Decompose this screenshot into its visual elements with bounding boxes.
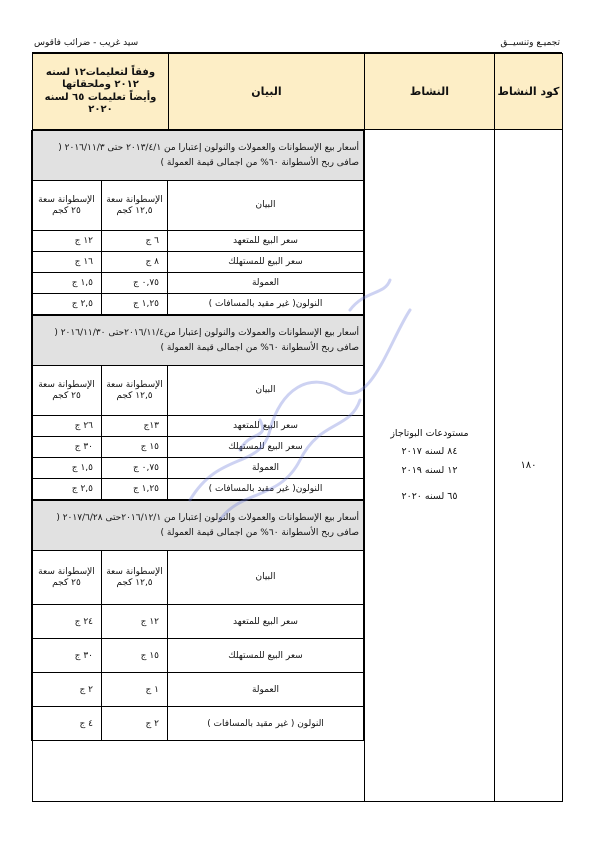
price-sections <box>33 130 365 802</box>
rule-line-3: وأيضاً تعليمات ٦٥ لسنه <box>44 91 157 103</box>
activity-table <box>32 53 563 802</box>
table-row <box>31 294 363 315</box>
table-row <box>32 458 364 479</box>
instruction-item: ١٢ لسنه ٢٠١٩ <box>401 464 458 476</box>
row-label: النولون ( غير مقيد بالمسافات ) <box>168 707 364 741</box>
cell-small: ١ ج <box>102 673 168 707</box>
col-large-cylinder: الإسطوانة سعة ٢٥ كجم <box>31 181 101 231</box>
collection-label: تجميـع وتنسيــق <box>500 38 560 48</box>
instruction-item: ٨٤ لسنه ٢٠١٧ <box>401 446 458 458</box>
activity-row <box>33 130 563 802</box>
cell-large: ٢,٥ ج <box>31 294 101 315</box>
cell-large: ٢,٥ ج <box>32 479 102 500</box>
activity-code: ١٨٠ <box>495 130 563 802</box>
cell-small: ٠,٧٥ ج <box>102 458 168 479</box>
table-row <box>31 605 363 639</box>
row-label: العمولة <box>168 458 364 479</box>
col-small-cylinder: الإسطوانة سعة ١٢,٥ كجم <box>102 551 168 605</box>
rule-line-4: ٢٠٢٠ <box>88 104 113 115</box>
col-large-cylinder: الإسطوانة سعة ٢٥ كجم <box>32 366 102 416</box>
activity-info <box>365 130 495 802</box>
table-row <box>32 437 364 458</box>
price-section-2 <box>31 315 364 500</box>
row-label: سعر البيع للمتعهد <box>168 231 364 252</box>
cell-large: ١,٥ ج <box>31 273 101 294</box>
header-code: كود النشاط <box>495 54 563 130</box>
section-title: أسعار بيع الإسطوانات والعمولات والنولون إعتبارا من ٢٠١٣/٤/١ حتى ٢٠١٦/١١/٣ ( صافى ربح الأسطوانة ٦٠% من اجمالى قيمة العمولة ) <box>31 131 363 181</box>
row-label: النولون( غير مقيد بالمسافات ) <box>168 479 364 500</box>
cell-large: ٢ ج <box>31 673 101 707</box>
cell-large: ٢٤ ج <box>31 605 101 639</box>
cell-large: ٢٦ ج <box>32 416 102 437</box>
table-row <box>31 273 363 294</box>
col-statement: البيان <box>168 551 364 605</box>
table-row <box>31 252 363 273</box>
section-title: أسعار بيع الإسطوانات والعمولات والنولون إعتبارا من ٢٠١٦/١٢/١حتى ٢٠١٧/٦/٢٨ ( صافى ربح الأسطوانة ٦٠% من اجمالى قيمة العمولة ) <box>31 501 363 551</box>
table-row <box>31 673 363 707</box>
cell-large: ٤ ج <box>31 707 101 741</box>
col-small-cylinder: الإسطوانة سعة ١٢,٥ كجم <box>102 181 168 231</box>
section-title: أسعار بيع الإسطوانات والعمولات والنولون إعتبارا من٢٠١٦/١١/٤حتى ٢٠١٦/١١/٣٠ ( صافى ربح الأسطوانة ٦٠% من اجمالى قيمة العمولة ) <box>32 316 364 366</box>
rule-line-2: ٢٠١٢ وملحقاتها <box>62 79 139 90</box>
cell-small: ٠,٧٥ ج <box>102 273 168 294</box>
cell-large: ١٢ ج <box>31 231 101 252</box>
cell-small: ١,٢٥ ج <box>102 294 168 315</box>
price-section-3 <box>31 500 364 741</box>
col-statement: البيان <box>168 366 364 416</box>
cell-small: ١٢ ج <box>102 605 168 639</box>
rule-line-1: وفقاً لتعليمات١٢ لسنه <box>45 66 156 78</box>
row-label: سعر البيع للمتعهد <box>168 416 364 437</box>
header-activity: النشاط <box>365 54 495 130</box>
price-section-1 <box>31 130 364 315</box>
row-label: سعر البيع للمستهلك <box>168 252 364 273</box>
cell-small: ١٣ج <box>102 416 168 437</box>
author-label: سيد غريب - ضرائب فاقوس <box>34 38 139 48</box>
instruction-item: ٦٥ لسنه ٢٠٢٠ <box>401 490 458 502</box>
row-label: العمولة <box>168 273 364 294</box>
table-row <box>32 479 364 500</box>
row-label: النولون( غير مقيد بالمسافات ) <box>168 294 364 315</box>
row-label: سعر البيع للمستهلك <box>168 437 364 458</box>
cell-small: ٨ ج <box>102 252 168 273</box>
cell-small: ١,٢٥ ج <box>102 479 168 500</box>
header-rule-text <box>33 54 169 130</box>
cell-large: ٣٠ ج <box>32 437 102 458</box>
row-label: سعر البيع للمستهلك <box>168 639 364 673</box>
table-row <box>32 416 364 437</box>
cell-small: ٢ ج <box>102 707 168 741</box>
cell-large: ١٦ ج <box>31 252 101 273</box>
row-label: سعر البيع للمتعهد <box>168 605 364 639</box>
cell-small: ١٥ ج <box>102 437 168 458</box>
row-label: العمولة <box>168 673 364 707</box>
table-row <box>31 639 363 673</box>
table-header-row <box>33 54 563 130</box>
col-small-cylinder: الإسطوانة سعة ١٢,٥ كجم <box>102 366 168 416</box>
cell-small: ٦ ج <box>102 231 168 252</box>
cell-large: ١,٥ ج <box>32 458 102 479</box>
header-statement: البيان <box>169 54 365 130</box>
table-row <box>31 231 363 252</box>
cell-small: ١٥ ج <box>102 639 168 673</box>
col-large-cylinder: الإسطوانة سعة ٢٥ كجم <box>31 551 101 605</box>
cell-large: ٣٠ ج <box>31 639 101 673</box>
activity-name: مستودعات البوتاجاز <box>390 428 469 440</box>
col-statement: البيان <box>168 181 364 231</box>
table-row <box>31 707 363 741</box>
